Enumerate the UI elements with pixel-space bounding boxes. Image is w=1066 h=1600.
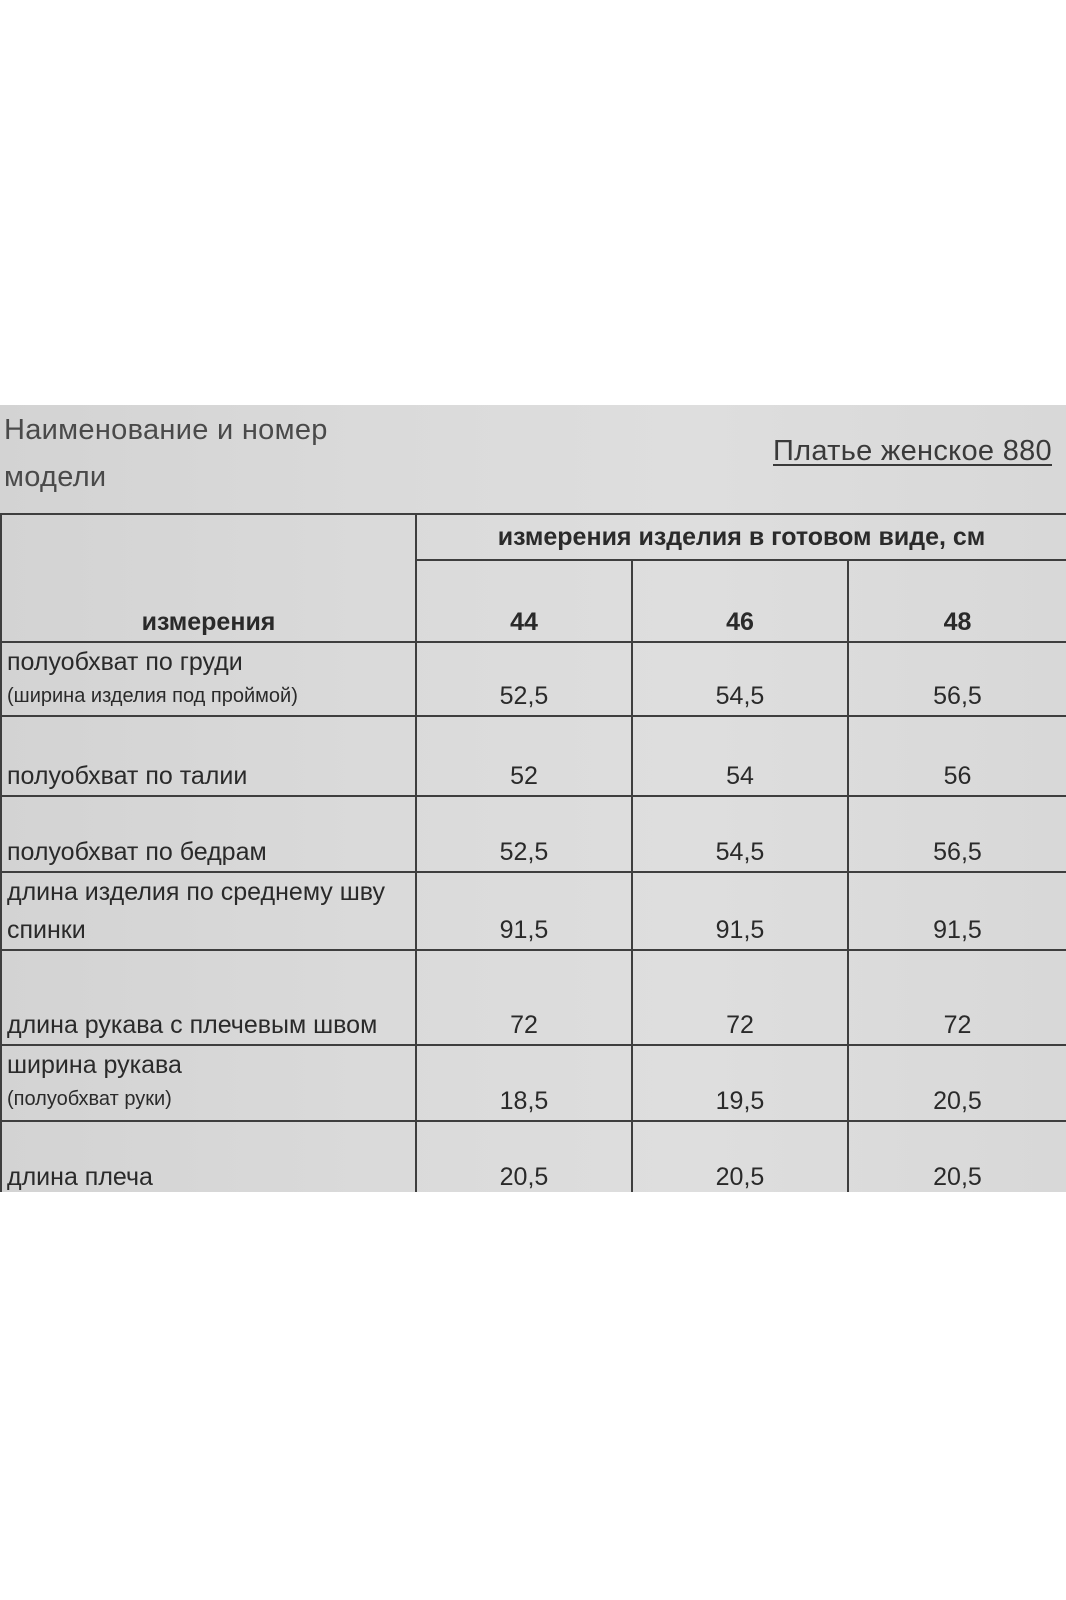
row-label: длина плеча xyxy=(1,1121,416,1192)
value-cell: 20,5 xyxy=(848,1045,1066,1121)
value-cell: 54,5 xyxy=(632,796,848,872)
table-row xyxy=(1,950,1066,1045)
row-label-text: полуобхват по груди xyxy=(7,648,243,676)
value-cell: 20,5 xyxy=(416,1121,632,1192)
table-row xyxy=(1,872,1066,950)
row-note: (полуобхват руки) xyxy=(7,1088,172,1110)
value-cell: 52,5 xyxy=(416,796,632,872)
size-table xyxy=(0,513,1066,1192)
value-cell: 19,5 xyxy=(632,1045,848,1121)
value-cell: 56,5 xyxy=(848,796,1066,872)
value-cell: 72 xyxy=(848,950,1066,1045)
size-chart-photo xyxy=(0,405,1066,1192)
value-cell: 20,5 xyxy=(632,1121,848,1192)
row-label: длина рукава с плечевым швом xyxy=(1,950,416,1045)
row-label: полуобхват по бедрам xyxy=(1,796,416,872)
value-cell: 54 xyxy=(632,716,848,796)
value-cell: 54,5 xyxy=(632,642,848,716)
size-header-44: 44 xyxy=(416,560,632,642)
row-note: (ширина изделия под проймой) xyxy=(7,685,298,707)
table-row xyxy=(1,796,1066,872)
row-label-text: ширина рукава xyxy=(7,1051,182,1079)
table-row xyxy=(1,716,1066,796)
table-row xyxy=(1,1121,1066,1192)
value-cell: 18,5 xyxy=(416,1045,632,1121)
model-name: Платье женское 880 xyxy=(773,435,1052,467)
value-cell: 91,5 xyxy=(416,872,632,950)
value-cell: 52 xyxy=(416,716,632,796)
size-header-48: 48 xyxy=(848,560,1066,642)
size-header-46: 46 xyxy=(632,560,848,642)
value-cell: 20,5 xyxy=(848,1121,1066,1192)
model-label-line1: Наименование и номер xyxy=(4,414,328,446)
table-row xyxy=(1,642,1066,716)
value-cell: 56,5 xyxy=(848,642,1066,716)
value-cell: 72 xyxy=(632,950,848,1045)
value-cell: 91,5 xyxy=(632,872,848,950)
model-label xyxy=(4,407,328,501)
row-label: полуобхват по талии xyxy=(1,716,416,796)
measure-header: измерения xyxy=(1,514,416,642)
value-cell: 56 xyxy=(848,716,1066,796)
model-label-line2: модели xyxy=(4,461,107,493)
row-label: длина изделия по среднему шву спинки xyxy=(1,872,416,950)
value-cell: 91,5 xyxy=(848,872,1066,950)
row-label xyxy=(1,642,416,716)
value-cell: 52,5 xyxy=(416,642,632,716)
table-row xyxy=(1,1045,1066,1121)
row-label xyxy=(1,1045,416,1121)
value-cell: 72 xyxy=(416,950,632,1045)
group-header: измерения изделия в готовом виде, см xyxy=(416,514,1066,560)
